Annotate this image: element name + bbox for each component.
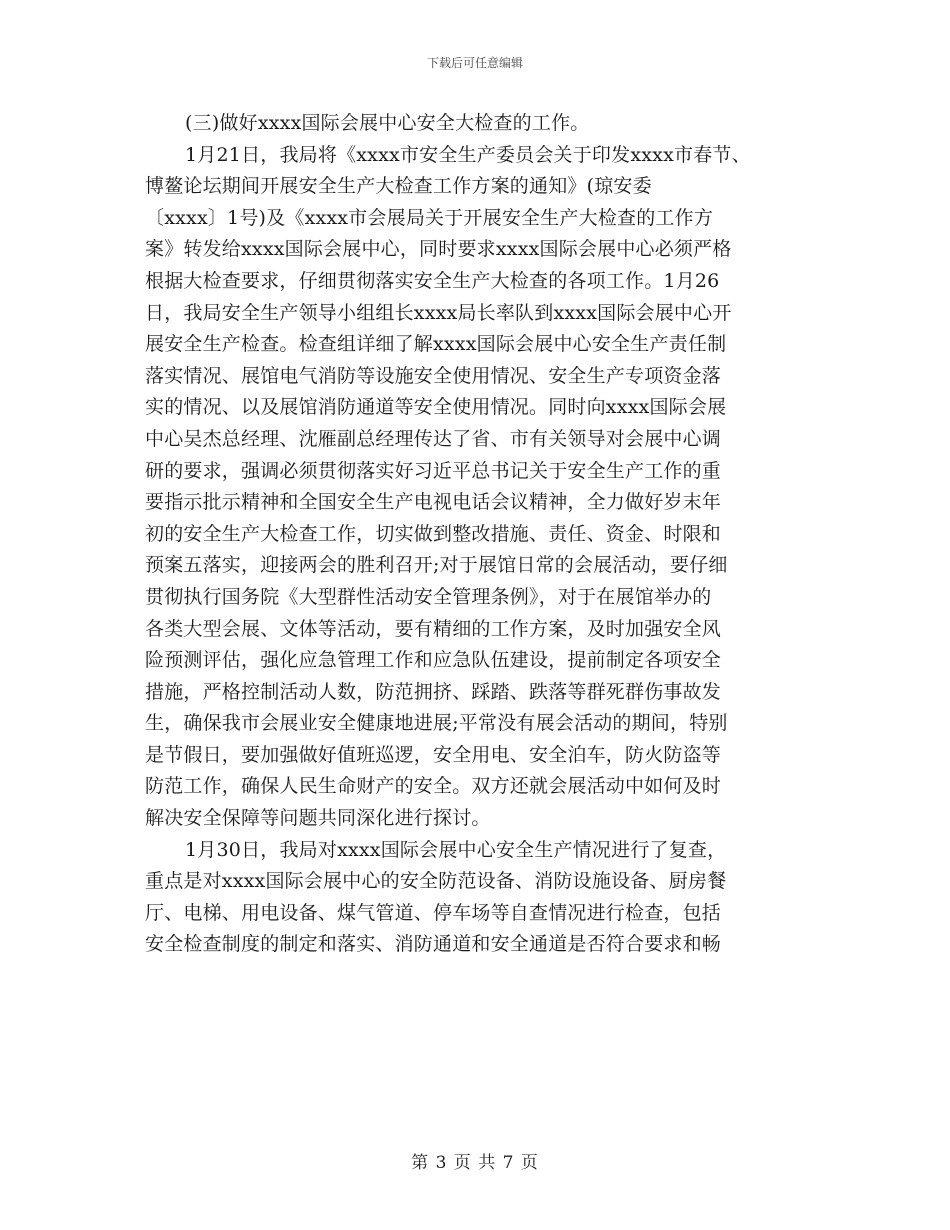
page-number: 第 3 页 共 7 页 [411, 1153, 539, 1173]
paragraph-line: 重点是对xxxx国际会展中心的安全防范设备、消防设施设备、厨房餐 [145, 870, 727, 893]
paragraph-line: 1月21日，我局将《xxxx市安全生产委员会关于印发xxxx市春节、 [185, 143, 751, 166]
paragraph-line: 展安全生产检查。检查组详细了解xxxx国际会展中心安全生产责任制 [145, 333, 727, 356]
section-heading: (三)做好xxxx国际会展中心安全大检查的工作。 [185, 112, 590, 134]
paragraph-line: 实的情况、以及展馆消防通道等安全使用情况。同时向xxxx国际会展 [145, 396, 727, 419]
paragraph-line: 贯彻执行国务院《大型群性活动安全管理条例》，对于在展馆举办的 [145, 585, 712, 608]
paragraph-line: 安全检查制度的制定和落实、消防通道和安全通道是否符合要求和畅 [145, 933, 722, 956]
paragraph-line: 案》转发给xxxx国际会展中心，同时要求xxxx国际会展中心必须严格 [145, 238, 732, 261]
paragraph-line: 要指示批示精神和全国安全生产电视电话会议精神，全力做好岁末年 [145, 491, 722, 514]
paragraph-line: 1月30日，我局对xxxx国际会展中心安全生产情况进行了复查， [185, 838, 727, 861]
paragraph-line: 是节假日，要加强做好值班巡逻，安全用电、安全泊车，防火防盗等 [145, 743, 722, 766]
paragraph-line: 研的要求，强调必须贯彻落实好习近平总书记关于安全生产工作的重 [145, 459, 722, 482]
paragraph-line: 预案五落实，迎接两会的胜利召开;对于展馆日常的会展活动，要仔细 [145, 554, 728, 577]
paragraph-line: 防范工作，确保人民生命财产的安全。双方还就会展活动中如何及时 [145, 775, 722, 798]
paragraph-line: 落实情况、展馆电气消防等设施安全使用情况、安全生产专项资金落 [145, 364, 722, 387]
paragraph-line: 中心吴杰总经理、沈雁副总经理传达了省、市有关领导对会展中心调 [145, 427, 722, 450]
paragraph-line: 博鳌论坛期间开展安全生产大检查工作方案的通知》(琼安委 [145, 175, 652, 198]
paragraph-line: 生，确保我市会展业安全健康地进展;平常没有展会活动的期间，特别 [145, 712, 728, 735]
paragraph-line: 措施，严格控制活动人数，防范拥挤、踩踏、跌落等群死群伤事故发 [145, 680, 722, 703]
paragraph-line: 根据大检查要求，仔细贯彻落实安全生产大检查的各项工作。1月26 [145, 269, 720, 292]
paragraph-line: 〔xxxx〕1号)及《xxxx市会展局关于开展安全生产大检查的工作方 [145, 206, 714, 229]
document-body [145, 108, 845, 961]
paragraph-line: 险预测评估，强化应急管理工作和应急队伍建设，提前制定各项安全 [145, 649, 722, 672]
paragraph-line: 初的安全生产大检查工作，切实做到整改措施、责任、资金、时限和 [145, 522, 722, 545]
paragraph-line: 日，我局安全生产领导小组组长xxxx局长率队到xxxx国际会展中心开 [145, 301, 732, 324]
paragraph-line: 各类大型会展、文体等活动，要有精细的工作方案，及时加强安全风 [145, 617, 722, 640]
paragraph-line: 厅、电梯、用电设备、煤气管道、停车场等自查情况进行检查，包括 [145, 901, 722, 924]
paragraph-line: 解决安全保障等问题共同深化进行探讨。 [145, 807, 491, 830]
page-header-note: 下载后可任意编辑 [426, 56, 523, 70]
